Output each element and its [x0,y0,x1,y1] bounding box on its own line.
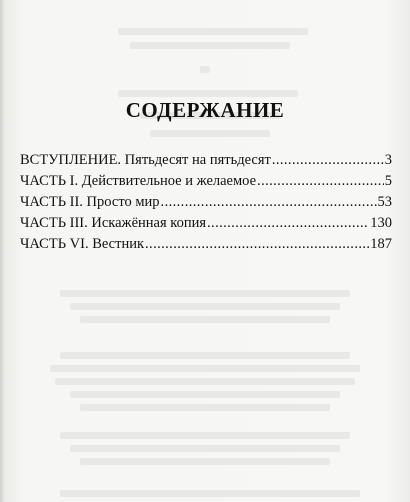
bleed-through-line [70,303,340,310]
toc-page-number: 187 [370,236,392,252]
bleed-through-line [200,66,210,73]
toc-entry-title: ЧАСТЬ VI. Вестник [20,236,145,252]
bleed-through-line [80,458,330,465]
toc-entry-title: ЧАСТЬ I. Действительное и желаемое [20,173,257,189]
toc-entry[interactable] [20,194,392,215]
toc-page-number: 130 [370,215,392,231]
toc-entry-title: ВСТУПЛЕНИЕ. Пятьдесят на пятьдесят [20,152,271,168]
table-of-contents [20,152,392,257]
toc-page-number: 3 [384,152,392,168]
toc-page-number: 5 [384,173,392,189]
toc-entry-title: ЧАСТЬ II. Просто мир [20,194,160,210]
bleed-through-line [70,391,340,398]
toc-entry[interactable] [20,152,392,173]
toc-dot-leader [207,215,369,232]
toc-page-number: 53 [377,194,392,210]
bleed-through-line [80,404,330,411]
bleed-through-line [50,365,360,372]
toc-dot-leader [145,236,369,253]
toc-dot-leader [272,152,384,169]
bleed-through-line [60,490,360,497]
toc-entry[interactable] [20,215,392,236]
bleed-through-line [130,42,290,49]
toc-dot-leader [161,194,377,211]
toc-entry[interactable] [20,173,392,194]
page-binding-shadow [0,0,5,502]
bleed-through-line [70,445,340,452]
page-title: СОДЕРЖАНИЕ [125,98,285,122]
bleed-through-line [80,316,330,323]
bleed-through-line [60,432,350,439]
bleed-through-line [60,290,350,297]
bleed-through-line [118,28,308,35]
bleed-through-line [118,90,298,97]
toc-entry-title: ЧАСТЬ III. Искажённая копия [20,215,207,231]
bleed-through-line [60,352,350,359]
bleed-through-line [55,378,355,385]
bleed-through-line [150,130,270,137]
toc-entry[interactable] [20,236,392,257]
toc-dot-leader [257,173,384,190]
